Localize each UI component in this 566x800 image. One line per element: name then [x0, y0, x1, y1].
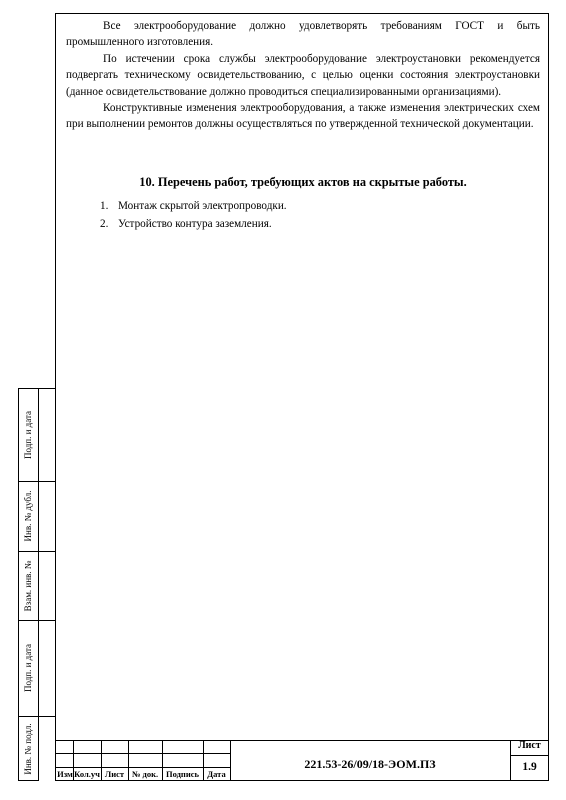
list-item: [100, 197, 287, 215]
paragraph-inspection: По истечении срока службы электрооборудование электроустановки рекомендуется подвергать техническому освидетельствованию, с целью оценки состояния электроустановки (данное освидетельствование должно проводиться специализированными организациями).: [66, 53, 540, 98]
list-item-number: 1.: [100, 200, 109, 212]
title-block-line: [510, 755, 549, 756]
works-list: [100, 197, 287, 233]
col-label-change: Изм: [57, 769, 73, 779]
paragraph-requirements: Все электрооборудование должно удовлетворять требованиям ГОСТ и быть промышленного изготовления.: [66, 20, 540, 49]
col-label-date: Дата: [207, 769, 226, 779]
side-label-dup-inv: Инв. № дубл.: [23, 490, 33, 542]
list-item-number: 2.: [100, 218, 109, 230]
sheet-number: 1.9: [522, 761, 537, 773]
col-label-sheet: Лист: [104, 769, 125, 779]
side-label-sign-date-2: Подп. и дата: [23, 643, 33, 693]
side-label-replace-inv: Взам. инв. №: [23, 560, 33, 612]
col-label-signature: Подпись: [166, 769, 199, 779]
list-item-text: Устройство контура заземления.: [118, 218, 272, 230]
side-stamp-value-column: [38, 388, 55, 781]
side-stamp: [18, 388, 55, 781]
title-block-top-line: [55, 740, 549, 741]
sheet-label: Лист: [518, 740, 541, 751]
side-divider: [18, 388, 55, 389]
section-heading: 10. Перечень работ, требующих актов на скрытые работы.: [139, 175, 467, 189]
col-label-doc: № док.: [131, 769, 159, 779]
paragraph-changes: Конструктивные изменения электрооборудования, а также изменения электрических схем при выполнении ремонтов должны осуществляться по утвержденной технической документации.: [66, 102, 540, 131]
col-label-qty: Кол.уч: [74, 769, 100, 779]
side-label-orig-inv: Инв. № подл.: [23, 723, 33, 775]
list-item-text: Монтаж скрытой электропроводки.: [118, 200, 287, 212]
list-item: [100, 215, 287, 233]
document-code: 221.53-26/09/18-ЭОМ.ПЗ: [304, 757, 436, 771]
side-label-sign-date: Подп. и дата: [23, 410, 33, 460]
